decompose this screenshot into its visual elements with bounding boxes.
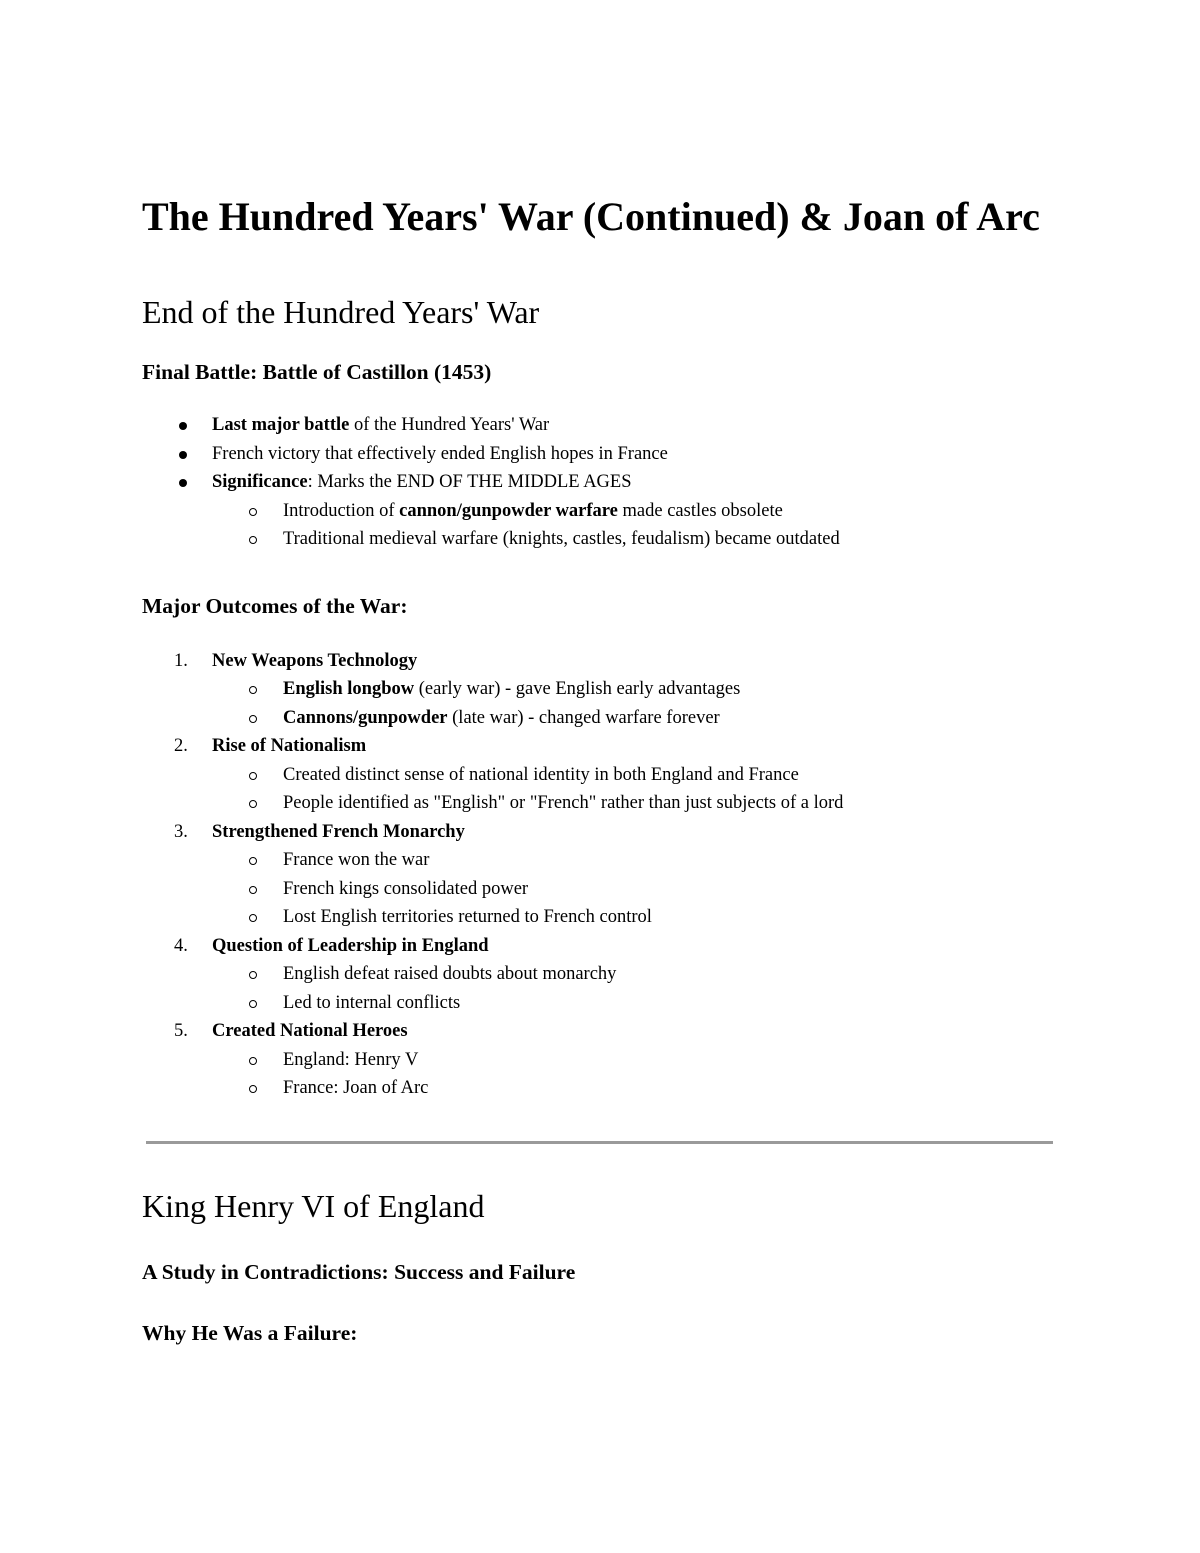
item-title: Strengthened French Monarchy: [212, 821, 465, 842]
subheading-study-in-contradictions: A Study in Contradictions: Success and Failure: [142, 1259, 576, 1284]
item-number: 4.: [174, 935, 188, 956]
sub-list-item: [142, 960, 1057, 989]
circle-bullet-icon: [249, 772, 257, 780]
horizontal-divider: [146, 1141, 1053, 1144]
list-item: [142, 440, 1057, 469]
final-battle-list: [142, 411, 1057, 554]
section-heading-end-of-war: End of the Hundred Years' War: [142, 294, 540, 330]
outcomes-list: [142, 647, 1057, 1103]
sub-list-item: [142, 497, 1057, 526]
item-title: Rise of Nationalism: [212, 736, 367, 756]
item-number: 1.: [174, 650, 188, 671]
numbered-item: [142, 818, 1057, 847]
item-text: England: Henry V: [283, 1049, 419, 1070]
section-heading-henry-vi: King Henry VI of England: [142, 1187, 485, 1224]
item-number: 3.: [174, 821, 188, 842]
sub-list-item: [142, 761, 1057, 790]
list-item: [142, 411, 1057, 440]
circle-bullet-icon: [249, 1000, 257, 1008]
circle-bullet-icon: [249, 800, 257, 808]
circle-bullet-icon: [249, 914, 257, 922]
numbered-item: [142, 1017, 1057, 1046]
sub-list-item: [142, 1046, 1057, 1075]
item-bold: Cannons/gunpowder: [283, 707, 448, 728]
circle-bullet-icon: [249, 508, 257, 516]
circle-bullet-icon: [249, 686, 257, 694]
circle-bullet-icon: [249, 886, 257, 894]
item-text: Lost English territories returned to French control: [283, 907, 652, 927]
sub-list-item: [142, 525, 1057, 554]
item-text: Led to internal conflicts: [283, 992, 461, 1013]
subheading-why-failure: Why He Was a Failure:: [142, 1320, 358, 1345]
item-text: (late war) - changed warfare forever: [447, 707, 720, 728]
item-text: French victory that effectively ended English hopes in France: [212, 443, 668, 464]
circle-bullet-icon: [249, 536, 257, 544]
bullet-icon: [179, 451, 187, 459]
sub-list-item: [142, 675, 1057, 704]
circle-bullet-icon: [249, 715, 257, 723]
document-page: [142, 188, 1057, 1347]
item-text: of the Hundred Years' War: [349, 415, 550, 435]
bullet-icon: [179, 422, 187, 430]
item-text: France won the war: [283, 850, 430, 870]
item-text: Created distinct sense of national identity in both England and France: [283, 764, 799, 785]
item-title: New Weapons Technology: [212, 650, 418, 671]
item-text: France: Joan of Arc: [283, 1078, 429, 1098]
circle-bullet-icon: [249, 1057, 257, 1065]
bullet-icon: [179, 479, 187, 487]
item-text: made castles obsolete: [617, 500, 783, 521]
item-number: 2.: [174, 736, 188, 756]
numbered-item: [142, 732, 1057, 761]
item-text: English defeat raised doubts about monarchy: [283, 964, 617, 984]
item-text: French kings consolidated power: [283, 878, 529, 899]
sub-list-item: [142, 789, 1057, 818]
list-item: [142, 468, 1057, 497]
sub-list-item: [142, 704, 1057, 733]
item-text: : Marks the END OF THE MIDDLE AGES: [307, 472, 632, 492]
numbered-item: [142, 647, 1057, 676]
sub-list-item: [142, 903, 1057, 932]
item-text: Traditional medieval warfare (knights, castles, feudalism) became outdated: [283, 529, 840, 549]
item-title: Created National Heroes: [212, 1021, 408, 1041]
item-number: 5.: [174, 1021, 188, 1041]
item-bold: cannon/gunpowder warfare: [399, 500, 618, 521]
circle-bullet-icon: [249, 971, 257, 979]
item-text: Introduction of: [283, 500, 400, 521]
item-bold: English longbow: [283, 679, 415, 699]
page-title: The Hundred Years' War (Continued) & Joan of Arc: [142, 194, 1040, 239]
item-title: Question of Leadership in England: [212, 935, 489, 956]
item-text: (early war) - gave English early advantages: [414, 679, 741, 699]
item-text: People identified as "English" or "French" rather than just subjects of a lord: [283, 793, 844, 813]
numbered-item: [142, 932, 1057, 961]
subheading-final-battle: Final Battle: Battle of Castillon (1453): [142, 360, 492, 384]
circle-bullet-icon: [249, 1085, 257, 1093]
item-bold: Significance: [212, 472, 308, 492]
sub-list-item: [142, 875, 1057, 904]
circle-bullet-icon: [249, 857, 257, 865]
item-bold: Last major battle: [212, 415, 350, 435]
sub-list-item: [142, 989, 1057, 1018]
sub-list-item: [142, 1074, 1057, 1103]
sub-list-item: [142, 846, 1057, 875]
subheading-major-outcomes: Major Outcomes of the War:: [142, 593, 408, 618]
